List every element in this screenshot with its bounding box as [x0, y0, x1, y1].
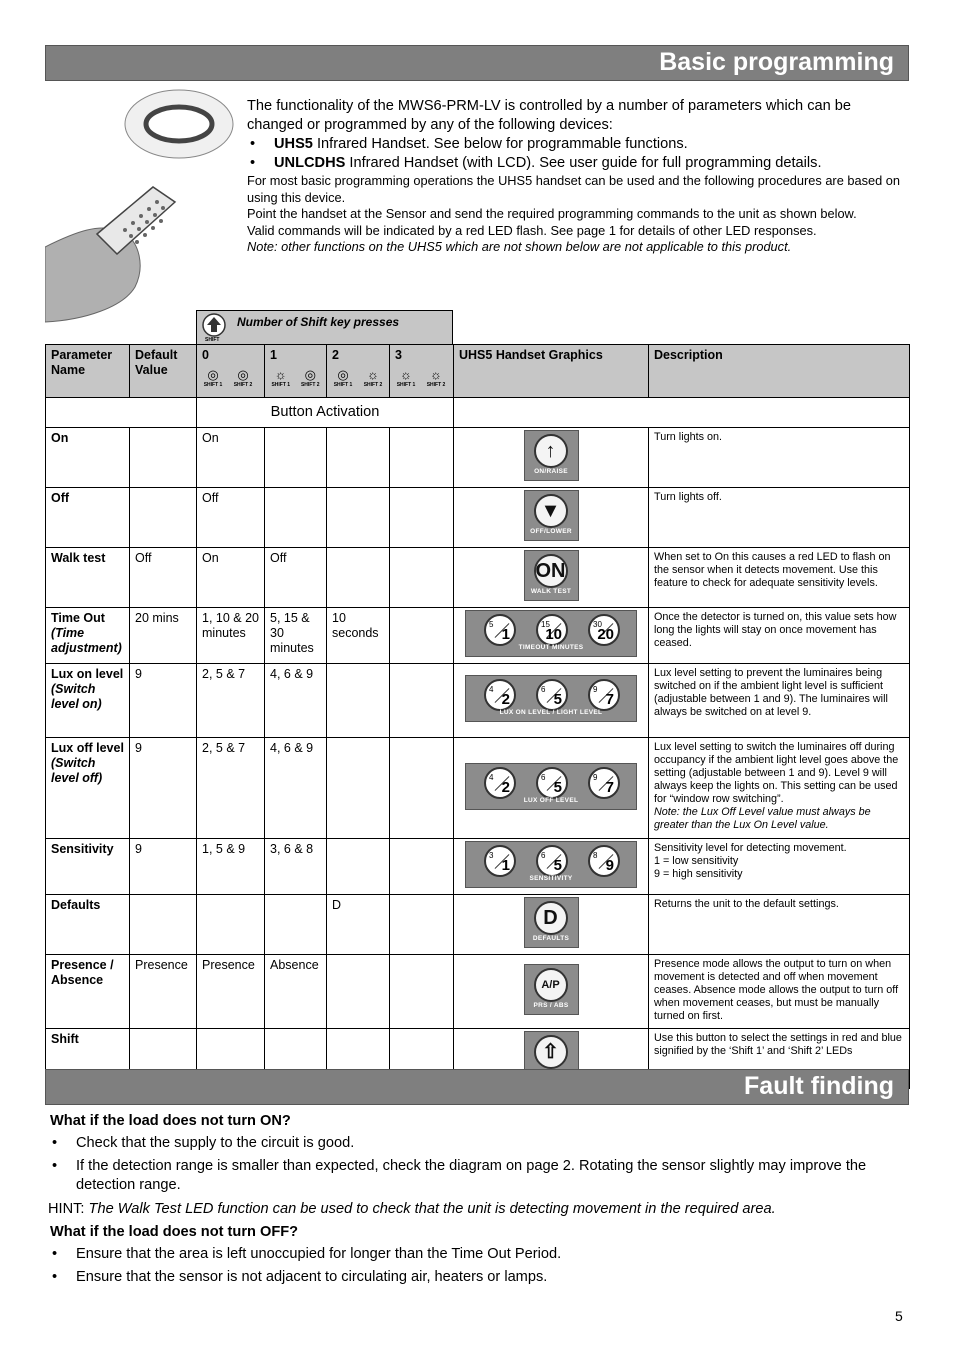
bullet-air: • Ensure that the sensor is not adjacent to circulating air, heaters or lamps. — [50, 1268, 905, 1287]
shift1-value: Off — [265, 548, 327, 608]
keypad-key-20: 30 20 — [588, 614, 620, 646]
button-caption: PRS / ABS — [533, 1002, 569, 1009]
shift0-value: Off — [197, 488, 265, 548]
shift1-value: 3, 6 & 8 — [265, 839, 327, 895]
led-on-icon: ☼ — [367, 367, 379, 382]
on-raise-icon-symbol: ↑ — [534, 434, 568, 468]
table-header-row — [46, 345, 910, 398]
defaults-icon — [524, 897, 579, 948]
col-default-value: Default Value — [130, 345, 197, 398]
param-title: Off — [51, 491, 70, 505]
section-header-fault-finding — [45, 1069, 909, 1105]
led-shift1 — [202, 368, 224, 388]
param-subtitle: (Switch level off) — [51, 756, 103, 785]
default-value — [130, 895, 197, 955]
shift2-value — [327, 548, 390, 608]
sensor-lens — [146, 107, 212, 141]
handset-graphic-cell — [454, 955, 649, 1029]
default-value: Presence — [130, 955, 197, 1029]
description — [649, 488, 910, 548]
col-shift-3 — [390, 345, 454, 398]
shift3-value — [390, 738, 454, 839]
shift3-value — [390, 895, 454, 955]
shift1-value — [265, 428, 327, 488]
led-off-icon: ◎ — [304, 367, 316, 382]
button-caption: LUX OFF LEVEL — [523, 796, 579, 804]
shift2-value — [327, 738, 390, 839]
default-value: 20 mins — [130, 608, 197, 664]
table-row — [46, 488, 910, 548]
intro-para4: Valid commands will be indicated by a red LED flash. See page 1 for details of other LED responses. — [247, 222, 817, 238]
lux-off-keys-icon — [465, 763, 637, 810]
walk-test-icon — [524, 550, 579, 601]
col-shift-0 — [197, 345, 265, 398]
handset-graphic-cell — [454, 738, 649, 839]
description — [649, 664, 910, 738]
on-raise-icon — [524, 430, 579, 481]
description-text: Use this button to select the settings in red and blue signified by the ‘Shift 1’ and ‘Shift 2’ LEDs — [654, 1032, 902, 1057]
hint — [48, 1199, 905, 1220]
led-on-icon: ☼ — [400, 367, 412, 382]
shift1-value — [265, 895, 327, 955]
keypad-key-9: 8 9 — [588, 845, 620, 877]
shift3-value — [390, 548, 454, 608]
led-caption: SHIFT 1 — [203, 382, 223, 388]
led-shift1 — [270, 368, 292, 388]
col-param-name: Parameter Name — [46, 345, 130, 398]
keypad-key-7: 9 7 — [588, 767, 620, 799]
param-name — [46, 548, 130, 608]
question-not-on: What if the load does not turn ON? — [50, 1113, 291, 1129]
description — [649, 839, 910, 895]
col-shift-2-label: 2 — [332, 348, 339, 362]
led-caption: SHIFT 1 — [271, 382, 291, 388]
shift-icon-symbol: ⇧ — [534, 1035, 568, 1069]
led-off-icon: ◎ — [237, 367, 249, 382]
keypad-key-2: 4 2 — [484, 679, 516, 711]
param-title: Presence / Absence — [51, 958, 114, 987]
description — [649, 738, 910, 839]
param-title: On — [51, 431, 69, 445]
table-body — [46, 428, 910, 1089]
intro-para1: The functionality of the MWS6-PRM-LV is controlled by a number of parameters which can be changed or programmed by any of the following devices: — [247, 98, 852, 133]
param-name — [46, 664, 130, 738]
bullet-unlcdhs-text: Infrared Handset (with LCD). See user guide for full programming details. — [345, 155, 822, 171]
hint-label: HINT: — [48, 1201, 89, 1217]
param-title: Sensitivity — [51, 842, 114, 856]
remote-control — [97, 187, 175, 254]
col-shift-1 — [265, 345, 327, 398]
param-title: Time Out — [51, 611, 105, 625]
shift0-value: 1, 5 & 9 — [197, 839, 265, 895]
default-value: 9 — [130, 738, 197, 839]
param-name — [46, 955, 130, 1029]
button-activation-label: Button Activation — [197, 398, 454, 428]
description-text: Lux level setting to switch the luminaires off during occupancy if the ambient light level goes above the setting (adjustable between 1 and 9). Level 9 will always keep the lights on. This setting can be used for “window row switching”. — [654, 741, 899, 805]
led-off-icon: ◎ — [337, 367, 349, 382]
table-row — [46, 955, 910, 1029]
param-subtitle: (Switch level on) — [51, 682, 102, 711]
table-row — [46, 738, 910, 839]
sensitivity-keys-icon — [465, 841, 637, 888]
hint-text: The Walk Test LED function can be used to check that the unit is detecting movement in the required area. — [88, 1201, 776, 1217]
fault-finding-content — [50, 1111, 905, 1291]
shift0-value: 2, 5 & 7 — [197, 664, 265, 738]
button-caption: WALK TEST — [530, 588, 572, 595]
keypad-key-2: 4 2 — [484, 767, 516, 799]
bullet-uhs5-text: Infrared Handset. See below for programmable functions. — [312, 136, 688, 152]
section-header-basic-programming — [45, 45, 909, 81]
shift0-value: On — [197, 428, 265, 488]
handset-illustration — [45, 82, 240, 324]
col-shift-3-label: 3 — [395, 348, 402, 362]
button-caption: SENSITIVITY — [529, 875, 573, 882]
shift0-value: 1, 10 & 20 minutes — [197, 608, 265, 664]
keypad-key-5: 6 5 — [536, 679, 568, 711]
table-row — [46, 664, 910, 738]
shift-presses-label: Number of Shift key presses — [237, 315, 400, 329]
off-lower-icon-symbol: ▼ — [534, 494, 568, 528]
shift3-value — [390, 839, 454, 895]
shift3-value — [390, 428, 454, 488]
description — [649, 608, 910, 664]
default-value: 9 — [130, 839, 197, 895]
description-text: When set to On this causes a red LED to flash on the sensor when it detects movement. Use this feature to check for adequate sensitivity levels. — [654, 551, 891, 589]
shift2-value — [327, 488, 390, 548]
led-shift2 — [232, 368, 254, 388]
button-caption: DEFAULTS — [532, 935, 570, 942]
bullet-supply: • Check that the supply to the circuit is good. — [50, 1134, 905, 1153]
page-number: 5 — [895, 1308, 903, 1324]
shift2-value: D — [327, 895, 390, 955]
keypad-key-7: 9 7 — [588, 679, 620, 711]
shift2-value — [327, 955, 390, 1029]
lux-on-keys-icon — [465, 675, 637, 722]
shift1-value: 5, 15 & 30 minutes — [265, 608, 327, 664]
button-caption: LUX ON LEVEL / LIGHT LEVEL — [499, 709, 603, 716]
presence-absence-icon-symbol: A/P — [534, 968, 568, 1002]
param-name — [46, 839, 130, 895]
param-title: Shift — [51, 1032, 79, 1046]
description-text: Returns the unit to the default settings. — [654, 898, 839, 910]
shift1-value: 4, 6 & 9 — [265, 738, 327, 839]
led-caption: SHIFT 2 — [233, 382, 253, 388]
param-subtitle: (Time adjustment) — [51, 626, 122, 655]
param-name — [46, 488, 130, 548]
shift2-value — [327, 839, 390, 895]
button-caption: OFF/LOWER — [530, 528, 572, 535]
led-caption: SHIFT 1 — [333, 382, 353, 388]
keypad-key-1: 5 1 — [484, 614, 516, 646]
intro-para2: For most basic programming operations the UHS5 handset can be used and the following procedures are based on using this device. — [247, 173, 901, 205]
led-pair — [202, 368, 259, 388]
default-value: Off — [130, 548, 197, 608]
led-shift1 — [395, 368, 417, 388]
param-name — [46, 428, 130, 488]
handset-graphic-cell — [454, 488, 649, 548]
col-description: Description — [649, 345, 910, 398]
keypad-key-5: 6 5 — [536, 767, 568, 799]
shift0-value: On — [197, 548, 265, 608]
description-text: Turn lights on. — [654, 431, 723, 443]
description-text: Sensitivity level for detecting movement. 1 = low sensitivity 9 = high sensitivity — [654, 842, 847, 880]
button-activation-row — [46, 398, 910, 428]
description-text: Turn lights off. — [654, 491, 722, 503]
section-title: Fault finding — [744, 1072, 894, 1100]
description — [649, 428, 910, 488]
shift-icon-label: SHIFT — [205, 337, 220, 343]
bullet-uhs5 — [247, 135, 902, 154]
shift3-value — [390, 955, 454, 1029]
description — [649, 955, 910, 1029]
shift2-value — [327, 664, 390, 738]
table-row — [46, 548, 910, 608]
led-pair — [332, 368, 384, 388]
led-shift1 — [332, 368, 354, 388]
button-caption: TIMEOUT MINUTES — [518, 644, 584, 651]
spacer-cell — [46, 398, 197, 428]
default-value — [130, 488, 197, 548]
default-value: 9 — [130, 664, 197, 738]
shift1-value — [265, 488, 327, 548]
led-pair — [395, 368, 448, 388]
param-name — [46, 608, 130, 664]
led-pair — [270, 368, 321, 388]
col-handset-graphics: UHS5 Handset Graphics — [454, 345, 649, 398]
bullet-uhs5-bold: UHS5 — [274, 136, 313, 152]
defaults-icon-symbol: D — [534, 901, 568, 935]
section-title: Basic programming — [659, 48, 894, 76]
default-value — [130, 428, 197, 488]
description — [649, 548, 910, 608]
shift1-value: 4, 6 & 9 — [265, 664, 327, 738]
description-text: Lux level setting to prevent the luminaires being switched on if the ambient light level is sufficient (adjustable between 1 and 9). The luminaires will always be switched on at level 9. — [654, 667, 888, 718]
shift3-value — [390, 664, 454, 738]
led-on-icon: ☼ — [274, 367, 287, 382]
handset-graphic-cell — [454, 664, 649, 738]
param-title: Defaults — [51, 898, 101, 912]
timeout-keys-icon — [465, 610, 637, 657]
shift3-value — [390, 488, 454, 548]
description-text: Presence mode allows the output to turn on when movement is detected and off when movement ceases. Absence mode allows the output to turn off when movement ceases, but must be manually turned on first. — [654, 958, 899, 1022]
programming-table — [45, 344, 910, 1089]
intro-para3: Point the handset at the Sensor and send the required programming commands to the unit as shown below. — [247, 206, 857, 221]
bullet-unlcdhs — [247, 154, 902, 173]
shift3-value — [390, 608, 454, 664]
led-caption: SHIFT 1 — [396, 382, 416, 388]
description-text: Once the detector is turned on, this value sets how long the lights will stay on once movement has ceased. — [654, 611, 897, 649]
param-title: Lux off level — [51, 741, 124, 755]
spacer-cell — [454, 398, 910, 428]
intro-note: Note: other functions on the UHS5 which are not shown below are not applicable to this product. — [247, 239, 792, 254]
handset-graphic-cell — [454, 428, 649, 488]
led-off-icon: ◎ — [207, 367, 219, 382]
led-shift2 — [300, 368, 322, 388]
walk-test-icon-symbol: ON — [534, 554, 568, 588]
param-title: Lux on level — [51, 667, 124, 681]
col-shift-2 — [327, 345, 390, 398]
button-caption: ON/RAISE — [534, 468, 568, 475]
shift2-value — [327, 428, 390, 488]
keypad-key-10: 15 10 — [536, 614, 568, 646]
led-caption: SHIFT 2 — [300, 382, 320, 388]
param-name — [46, 738, 130, 839]
off-lower-icon — [524, 490, 579, 541]
shift0-value — [197, 895, 265, 955]
param-title: Walk test — [51, 551, 106, 565]
led-caption: SHIFT 2 — [426, 382, 446, 388]
led-shift2 — [362, 368, 384, 388]
handset-graphic-cell — [454, 608, 649, 664]
col-shift-1-label: 1 — [270, 348, 277, 362]
bullet-unoccupied: • Ensure that the area is left unoccupied for longer than the Time Out Period. — [50, 1245, 905, 1264]
intro-text — [247, 97, 902, 256]
question-not-off: What if the load does not turn OFF? — [50, 1224, 299, 1240]
shift1-value: Absence — [265, 955, 327, 1029]
description-note: Note: the Lux Off Level value must always be greater than the Lux On Level value. — [654, 806, 871, 831]
table-row — [46, 895, 910, 955]
keypad-key-1: 3 1 — [484, 845, 516, 877]
description — [649, 895, 910, 955]
handset-graphic-cell — [454, 895, 649, 955]
handset-graphic-cell — [454, 548, 649, 608]
led-on-icon: ☼ — [430, 367, 442, 382]
param-name — [46, 895, 130, 955]
shift2-value: 10 seconds — [327, 608, 390, 664]
keypad-key-5: 6 5 — [536, 845, 568, 877]
shift-presses-header — [196, 310, 453, 346]
col-shift-0-label: 0 — [202, 348, 209, 362]
shift0-value: 2, 5 & 7 — [197, 738, 265, 839]
table-row — [46, 608, 910, 664]
led-shift2 — [425, 368, 447, 388]
presence-absence-icon — [524, 964, 579, 1015]
shift0-value: Presence — [197, 955, 265, 1029]
handset-graphic-cell — [454, 839, 649, 895]
bullet-unlcdhs-bold: UNLCDHS — [274, 155, 346, 171]
bullet-range: • If the detection range is smaller than expected, check the diagram on page 2. Rotating the sensor slightly may improve the detection range. — [50, 1157, 905, 1195]
table-row — [46, 428, 910, 488]
table-row — [46, 839, 910, 895]
led-caption: SHIFT 2 — [363, 382, 383, 388]
